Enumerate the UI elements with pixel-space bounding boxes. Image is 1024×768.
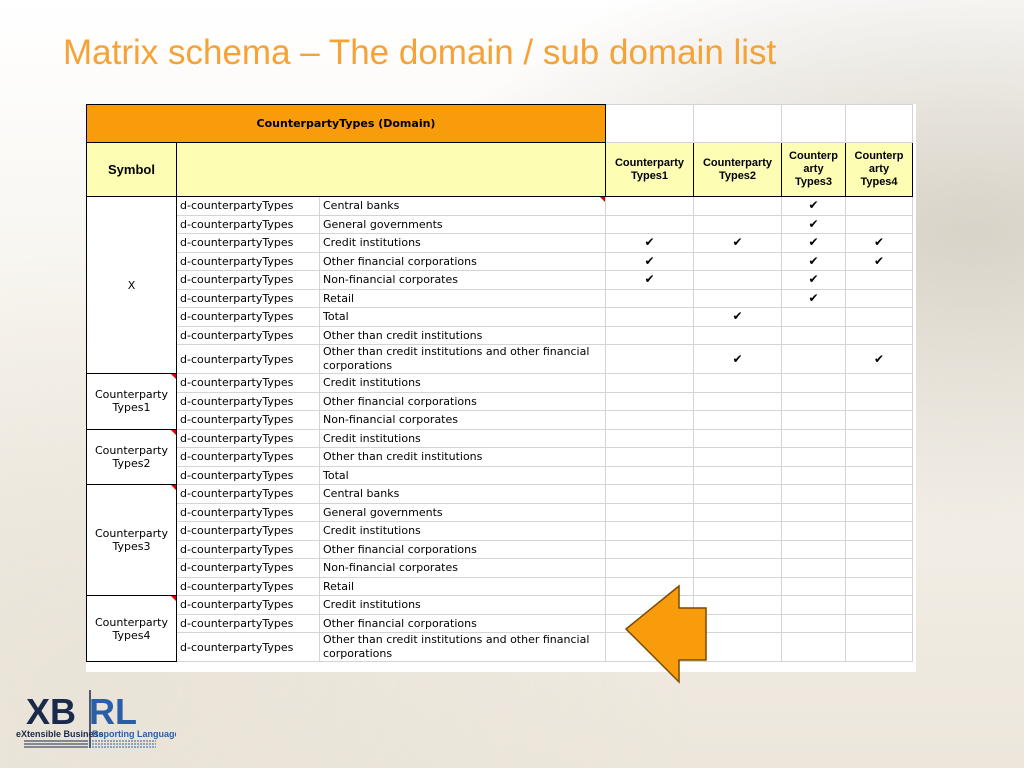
matrix-cell (694, 197, 782, 216)
matrix-cell (782, 559, 846, 578)
matrix-cell (782, 577, 846, 596)
dimension-cell: d-counterpartyTypes (177, 522, 320, 541)
matrix-cell (606, 448, 694, 467)
group-symbol: Counterparty Types2 (87, 429, 177, 485)
matrix-cell (846, 485, 913, 504)
logo-wordmark-left: XB (26, 691, 77, 732)
check-mark: ✔ (606, 234, 694, 253)
member-cell: Other financial corporations (320, 252, 606, 271)
matrix-cell (846, 289, 913, 308)
member-cell: Credit institutions (320, 429, 606, 448)
matrix-cell (782, 614, 846, 633)
table-row (87, 522, 913, 541)
matrix-cell (782, 392, 846, 411)
matrix-cell (606, 411, 694, 430)
member-cell: Central banks (320, 197, 606, 216)
matrix-cell (782, 466, 846, 485)
dimension-cell: d-counterpartyTypes (177, 540, 320, 559)
member-cell: Other than credit institutions and other financial corporations (320, 345, 606, 374)
matrix-cell (846, 559, 913, 578)
matrix-cell (606, 326, 694, 345)
member-cell: Other financial corporations (320, 392, 606, 411)
dimension-cell: d-counterpartyTypes (177, 326, 320, 345)
dimension-cell: d-counterpartyTypes (177, 308, 320, 327)
dimension-cell: d-counterpartyTypes (177, 429, 320, 448)
left-arrow-shape (624, 584, 710, 684)
table-row (87, 326, 913, 345)
group-symbol: Counterparty Types3 (87, 485, 177, 596)
member-cell: Non-financial corporates (320, 559, 606, 578)
table-row (87, 485, 913, 504)
table-row (87, 392, 913, 411)
group-symbol: X (87, 197, 177, 374)
matrix-cell (846, 197, 913, 216)
check-mark: ✔ (846, 234, 913, 253)
matrix-cell (782, 633, 846, 662)
matrix-cell (606, 392, 694, 411)
table-row (87, 345, 913, 374)
matrix-cell (694, 466, 782, 485)
slide-title: Matrix schema – The domain / sub domain list (63, 33, 777, 72)
logo-stripes-right (92, 741, 156, 747)
member-cell: Other financial corporations (320, 540, 606, 559)
matrix-cell (694, 374, 782, 393)
table-row (87, 374, 913, 393)
check-mark: ✔ (782, 197, 846, 216)
column-header: Counterp arty Types3 (782, 143, 846, 197)
matrix-cell (694, 522, 782, 541)
check-mark: ✔ (694, 345, 782, 374)
table-row (87, 559, 913, 578)
dimension-cell: d-counterpartyTypes (177, 215, 320, 234)
group-symbol: Counterparty Types4 (87, 596, 177, 662)
member-cell: Retail (320, 289, 606, 308)
dimension-cell: d-counterpartyTypes (177, 577, 320, 596)
matrix-cell (846, 577, 913, 596)
dimension-cell: d-counterpartyTypes (177, 503, 320, 522)
dimension-cell: d-counterpartyTypes (177, 289, 320, 308)
dimension-cell: d-counterpartyTypes (177, 596, 320, 615)
matrix-cell (846, 374, 913, 393)
dimension-cell: d-counterpartyTypes (177, 271, 320, 290)
blank-header (177, 143, 606, 197)
check-mark: ✔ (782, 252, 846, 271)
matrix-cell (606, 289, 694, 308)
member-cell: Credit institutions (320, 596, 606, 615)
xbrl-logo-mark (16, 688, 176, 750)
matrix-cell (694, 448, 782, 467)
member-cell: Other than credit institutions (320, 326, 606, 345)
table-row (87, 429, 913, 448)
matrix-cell (846, 448, 913, 467)
matrix-cell (846, 540, 913, 559)
table-row (87, 633, 913, 662)
member-cell: Other financial corporations (320, 614, 606, 633)
member-cell: Non-financial corporates (320, 271, 606, 290)
table-row (87, 466, 913, 485)
matrix-cell (846, 215, 913, 234)
table-row (87, 596, 913, 615)
matrix-cell (694, 503, 782, 522)
dimension-cell: d-counterpartyTypes (177, 448, 320, 467)
table-row (87, 540, 913, 559)
matrix-cell (846, 308, 913, 327)
member-cell: General governments (320, 215, 606, 234)
matrix-cell (846, 271, 913, 290)
logo-tagline-right: Reporting Language (92, 729, 176, 739)
matrix-cell (846, 614, 913, 633)
matrix-cell (606, 374, 694, 393)
matrix-cell (694, 559, 782, 578)
matrix-cell (846, 411, 913, 430)
logo-stripes (24, 741, 88, 747)
xbrl-logo (16, 688, 176, 750)
matrix-cell (782, 326, 846, 345)
dimension-cell: d-counterpartyTypes (177, 485, 320, 504)
matrix-cell (846, 466, 913, 485)
check-mark: ✔ (782, 271, 846, 290)
matrix-cell (694, 252, 782, 271)
check-mark: ✔ (782, 234, 846, 253)
table-row (87, 271, 913, 290)
logo-tagline-left: eXtensible Business (16, 729, 104, 739)
matrix-cell (694, 289, 782, 308)
matrix-cell (694, 392, 782, 411)
member-cell: Credit institutions (320, 234, 606, 253)
dimension-cell: d-counterpartyTypes (177, 197, 320, 216)
matrix-cell (606, 308, 694, 327)
member-cell: Credit institutions (320, 374, 606, 393)
matrix-cell (606, 485, 694, 504)
column-header: Counterparty Types1 (606, 143, 694, 197)
matrix-cell (694, 215, 782, 234)
table-row (87, 577, 913, 596)
check-mark: ✔ (606, 252, 694, 271)
check-mark: ✔ (782, 215, 846, 234)
column-header: Counterparty Types2 (694, 143, 782, 197)
dimension-cell: d-counterpartyTypes (177, 466, 320, 485)
table-row (87, 197, 913, 216)
table-row (87, 252, 913, 271)
dimension-cell: d-counterpartyTypes (177, 614, 320, 633)
check-mark: ✔ (846, 252, 913, 271)
matrix-cell (694, 411, 782, 430)
matrix-cell (782, 540, 846, 559)
table-row (87, 215, 913, 234)
spreadsheet-image (86, 104, 916, 672)
dimension-cell: d-counterpartyTypes (177, 633, 320, 662)
matrix-cell (846, 392, 913, 411)
table-row (87, 448, 913, 467)
matrix-cell (782, 429, 846, 448)
matrix-cell (782, 503, 846, 522)
table-row (87, 614, 913, 633)
matrix-cell (782, 308, 846, 327)
matrix-cell (782, 411, 846, 430)
matrix-cell (694, 540, 782, 559)
matrix-cell (606, 197, 694, 216)
matrix-cell (694, 429, 782, 448)
member-cell: Retail (320, 577, 606, 596)
check-mark: ✔ (694, 234, 782, 253)
matrix-cell (846, 503, 913, 522)
check-mark: ✔ (606, 271, 694, 290)
matrix-cell (694, 326, 782, 345)
matrix-cell (846, 633, 913, 662)
check-mark: ✔ (846, 345, 913, 374)
column-header: Counterp arty Types4 (846, 143, 913, 197)
member-cell: Other than credit institutions (320, 448, 606, 467)
table-row (87, 503, 913, 522)
domain-header: CounterpartyTypes (Domain) (87, 105, 606, 143)
check-mark: ✔ (694, 308, 782, 327)
matrix-cell (846, 326, 913, 345)
member-cell: Credit institutions (320, 522, 606, 541)
logo-wordmark-right: RL (89, 691, 137, 732)
member-cell: General governments (320, 503, 606, 522)
table-row (87, 234, 913, 253)
matrix-cell (606, 540, 694, 559)
dimension-cell: d-counterpartyTypes (177, 411, 320, 430)
matrix-cell (782, 522, 846, 541)
dimension-cell: d-counterpartyTypes (177, 345, 320, 374)
dimension-cell: d-counterpartyTypes (177, 374, 320, 393)
matrix-cell (606, 215, 694, 234)
member-cell: Other than credit institutions and other financial corporations (320, 633, 606, 662)
member-cell: Non-financial corporates (320, 411, 606, 430)
matrix-cell (782, 485, 846, 504)
matrix-cell (782, 374, 846, 393)
member-cell: Total (320, 466, 606, 485)
matrix-cell (846, 429, 913, 448)
table-row (87, 289, 913, 308)
dimension-cell: d-counterpartyTypes (177, 392, 320, 411)
check-mark: ✔ (782, 289, 846, 308)
matrix-cell (606, 503, 694, 522)
matrix-cell (606, 466, 694, 485)
matrix-cell (694, 485, 782, 504)
member-cell: Central banks (320, 485, 606, 504)
matrix-cell (694, 271, 782, 290)
dimension-cell: d-counterpartyTypes (177, 559, 320, 578)
matrix-cell (606, 429, 694, 448)
matrix-cell (846, 596, 913, 615)
group-symbol: Counterparty Types1 (87, 374, 177, 430)
dimension-cell: d-counterpartyTypes (177, 252, 320, 271)
matrix-cell (606, 345, 694, 374)
matrix-cell (846, 522, 913, 541)
matrix-cell (606, 522, 694, 541)
matrix-cell (606, 559, 694, 578)
dimension-cell: d-counterpartyTypes (177, 234, 320, 253)
member-cell: Total (320, 308, 606, 327)
matrix-cell (782, 596, 846, 615)
table-row (87, 308, 913, 327)
matrix-table (86, 104, 913, 662)
matrix-cell (782, 345, 846, 374)
table-row (87, 411, 913, 430)
matrix-cell (782, 448, 846, 467)
symbol-header: Symbol (87, 143, 177, 197)
